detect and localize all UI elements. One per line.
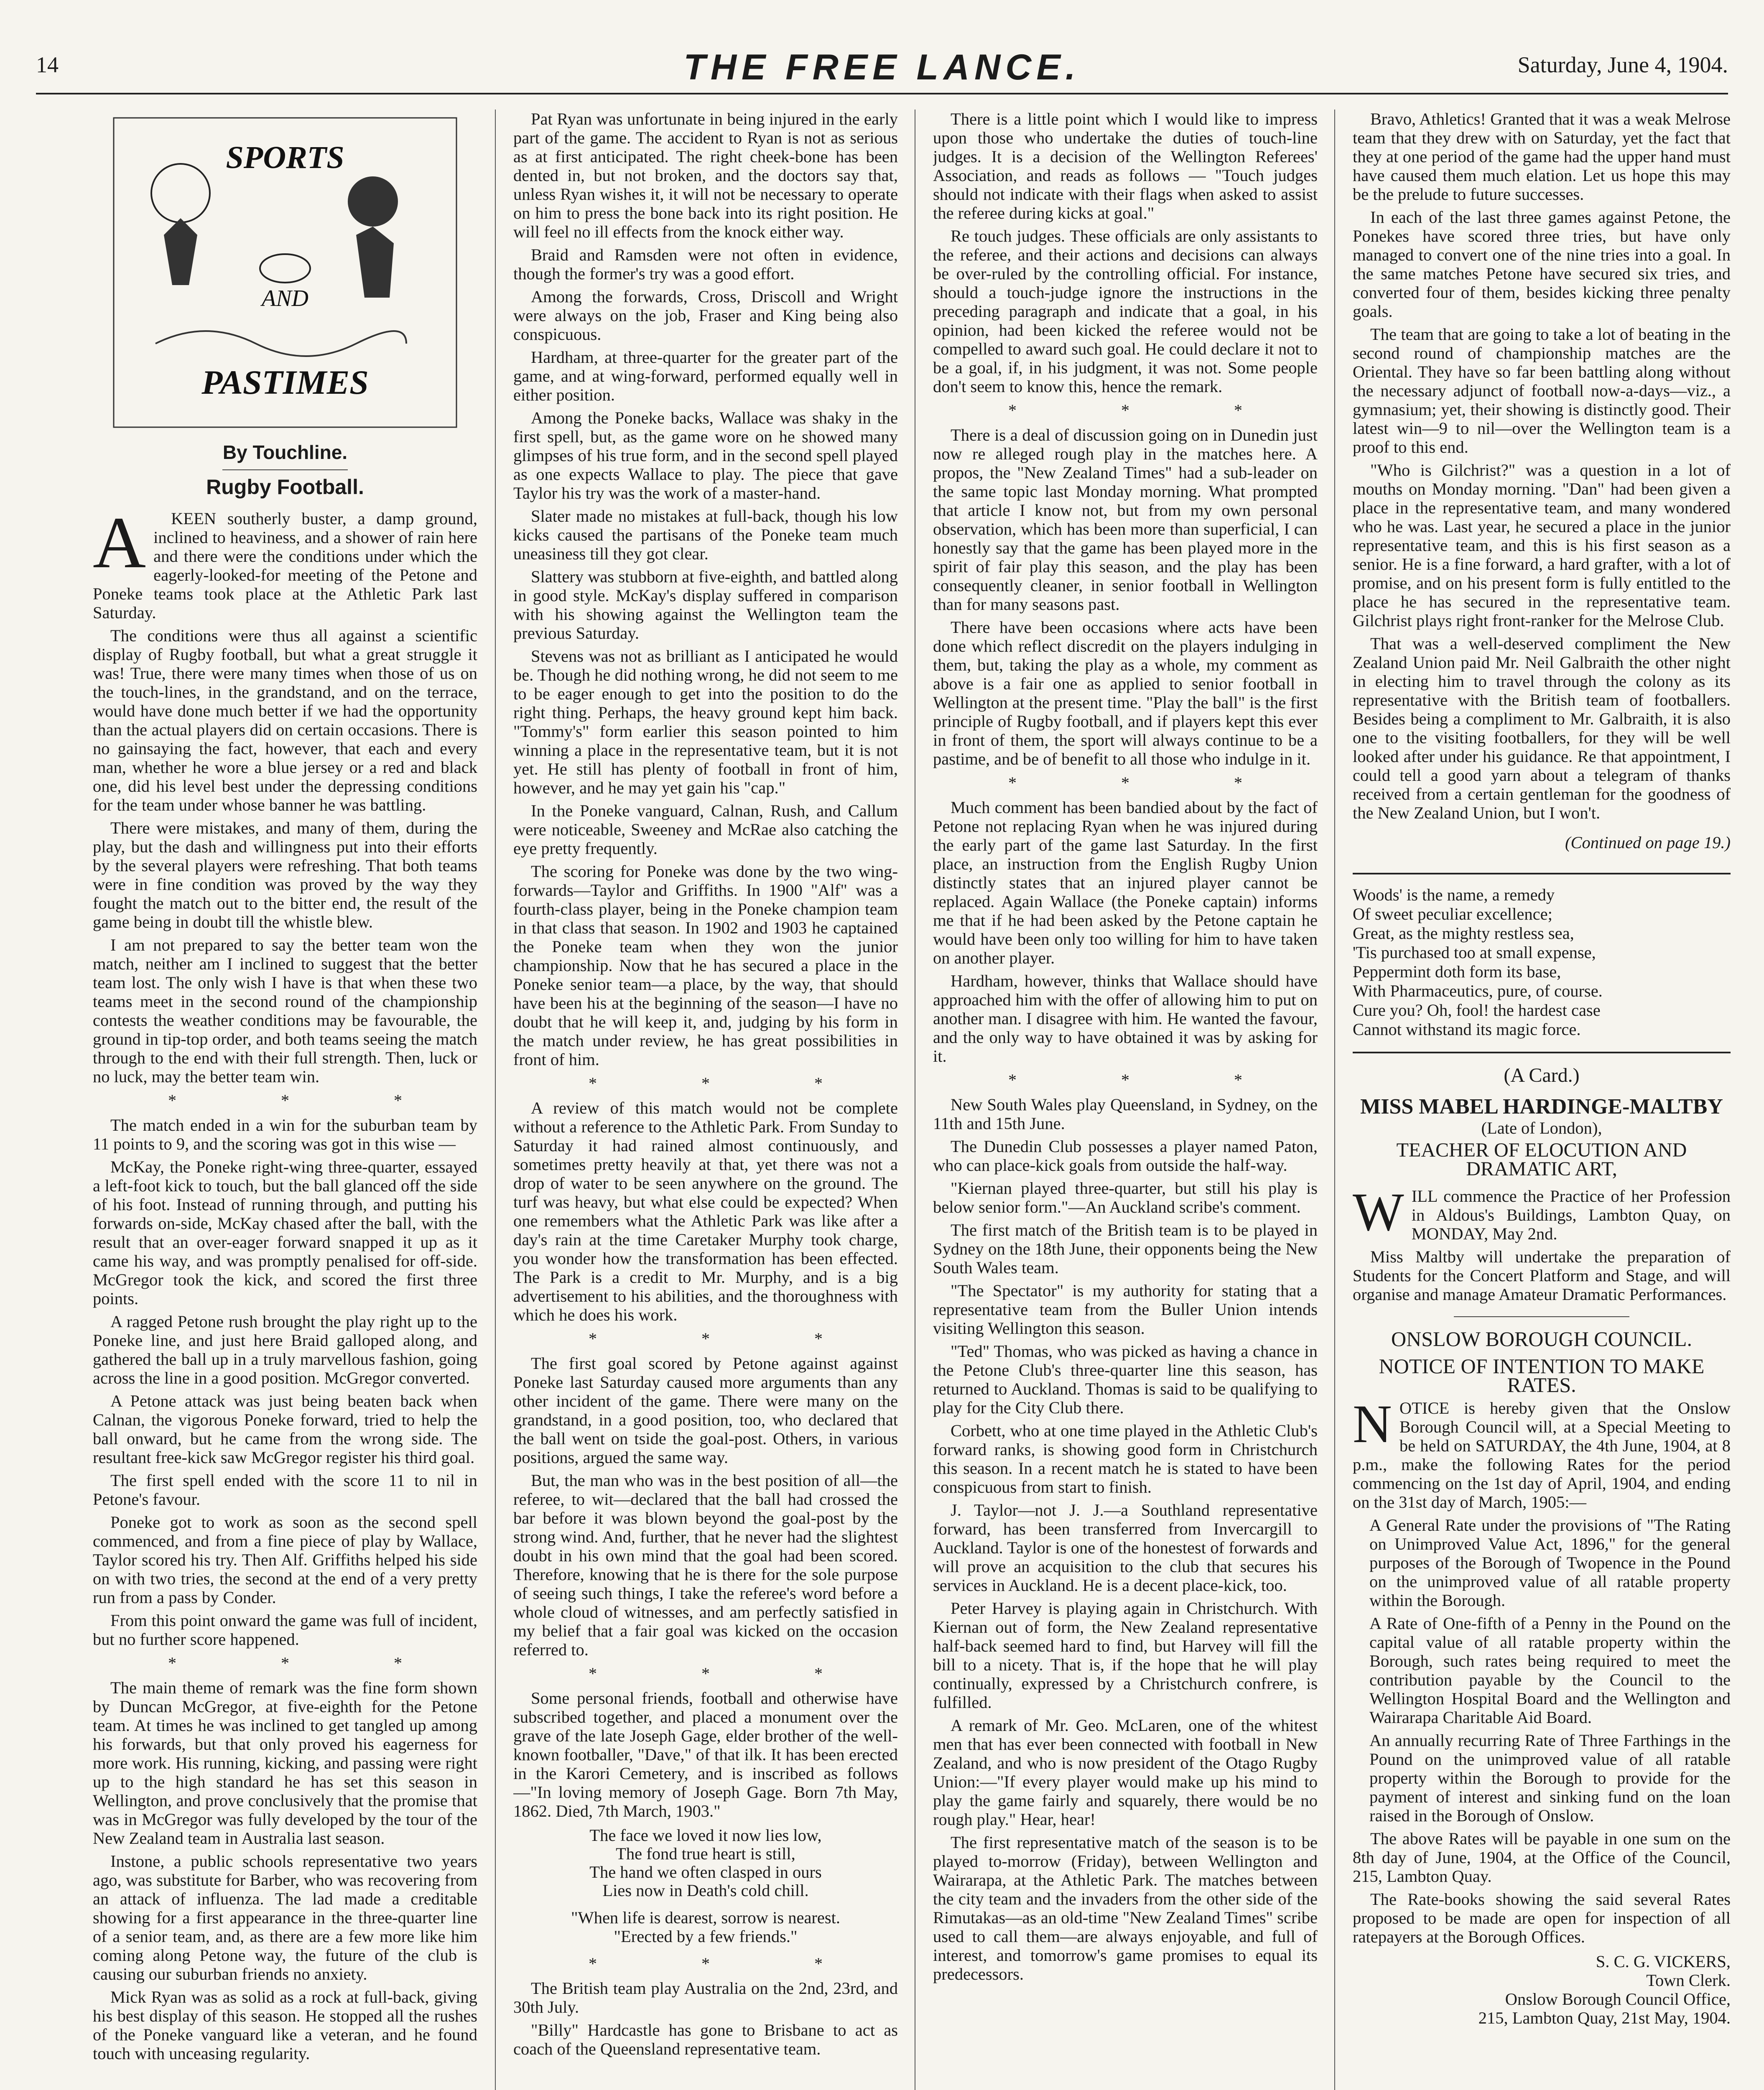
text-line: Cure you? Oh, fool! the hardest case: [1353, 1001, 1601, 1020]
section-stars: * * *: [589, 1329, 873, 1348]
paragraph: "Kiernan played three-quarter, but still his play is below senior form."—An Auckland scribe's comment.: [933, 1179, 1318, 1216]
paragraph: A General Rate under the provisions of "The Rating on Unimproved Value Act, 1896," for the general purposes of the Borough of Twopence in the Pound on the unimproved value of all ratable property within the Borough.: [1369, 1516, 1731, 1610]
text-line: S. C. G. VICKERS,: [1596, 1952, 1731, 1971]
article-body-7: [513, 1689, 898, 1820]
paragraph: A review of this match would not be complete without a reference to the Athletic Park. From Sunday to Saturday it had rained almost continuously, and sometimes pretty heavily at that, yet there was not a drop of water to be seen anywhere on the ground. The turf was heavy, but what else could be expected? When one remembers what the Athletic Park was like after a day's rain at the time Caretaker Murphy took charge, you wonder how the transformation has been effected. The Park is a credit to Mr. Murphy, and is a big advertisement to his abilities, and the thoroughness with which he does his work.: [513, 1099, 898, 1324]
paragraph: I am not prepared to say the better team won the match, neither am I inclined to suggest that the better team lost. The only wish I have is that when these two teams meet in the second round of the championship contests the weather conditions may be favourable, the ground in tip-top order, and both teams seeing the match through to the end with their full strength. Then, luck or no luck, may the better team win.: [93, 935, 477, 1086]
text-line: Woods' is the name, a remedy: [1353, 885, 1555, 904]
paragraph: An annually recurring Rate of Three Farthings in the Pound on the unimproved value of all ratable property within the Borough to provide for the payment of interest and sinking fund on the loan raised in the Borough of Onslow.: [1369, 1731, 1731, 1825]
text-line: 'Tis purchased too at small expense,: [1353, 943, 1596, 962]
paragraph: Hardham, however, thinks that Wallace should have approached him with the offer of allowing him to put on another man. I disagree with him. He wanted the favour, and the only way to have obtained it was by asking for it.: [933, 971, 1318, 1065]
article-body-2: [93, 1116, 477, 1649]
memorial-verse: [513, 1826, 898, 1900]
column-1: [93, 110, 477, 2090]
article-body-11: [933, 798, 1318, 1065]
article-body-10: [933, 426, 1318, 768]
svg-text:AND: AND: [262, 285, 308, 311]
paragraph: Slattery was stubborn at five-eighth, and battled along in good style. McKay's display suffered in comparison with his showing against the Wellington team the previous Saturday.: [513, 567, 898, 642]
article-body-12: [933, 1095, 1318, 1983]
section-stars: * * *: [1008, 1070, 1292, 1089]
section-stars: * * *: [1008, 773, 1292, 792]
column-rule: [1334, 110, 1335, 2090]
paragraph: McKay, the Poneke right-wing three-quarter, essayed a left-foot kick to touch, but the ball glanced off the side of his foot. Instead of running through, and putting his forwards on-side, McKay chased after the ball, with the result that an over-eager forward snapped it up as it came his way, and was promptly penalised for off-side. McGregor took the kick, and scored the first three points.: [93, 1157, 477, 1308]
paragraph: The scoring for Poneke was done by the two wing-forwards—Taylor and Griffiths. In 1900 "Alf" was a fourth-class player, being in the Poneke champion team in that class that season. In 1902 and 1903 he captained the Poneke team when they won the junior championship. Now that he has secured a place in the Poneke senior team—a place, by the way, that should have been his at the beginning of the season—I have no doubt that he will keep it, and, judging by his form in the match under review, he has great possibilities in front of him.: [513, 862, 898, 1069]
paragraph: Braid and Ramsden were not often in evidence, though the former's try was a good effort.: [513, 245, 898, 283]
paragraph: The Dunedin Club possesses a player named Paton, who can place-kick goals from outside the half-way.: [933, 1137, 1318, 1175]
section-stars: * * *: [168, 1091, 452, 1110]
article-body-13: [1353, 110, 1731, 822]
paragraph: In each of the last three games against Petone, the Ponekes have scored three tries, but have only managed to convert one of the nine tries into a goal. In the same matches Petone have secured six tries, and converted four of them, besides kicking three penalty goals.: [1353, 208, 1731, 321]
continued-note: (Continued on page 19.): [1565, 833, 1731, 852]
text-line: The hand we often clasped in ours: [589, 1863, 822, 1881]
column-rule: [495, 110, 496, 2090]
card-origin: (Late of London),: [1481, 1119, 1602, 1137]
paragraph: The British team play Australia on the 2nd, 23rd, and 30th July.: [513, 1979, 898, 2016]
sports-masthead-illustration: [105, 110, 465, 436]
article-body-9: [933, 110, 1318, 396]
page-number: 14: [36, 52, 59, 77]
paragraph: Some personal friends, football and otherwise have subscribed together, and placed a monument over the grave of the late Joseph Gage, elder brother of the well-known footballer, "Dave," of that ilk. It has been erected in the Karori Cemetery, and is inscribed as follows —"In loving memory of Joseph Gage. Born 7th May, 1862. Died, 7th March, 1903.": [513, 1689, 898, 1820]
paragraph: "The Spectator" is my authority for stating that a representative team from the Buller Union intends visiting Wellington this season.: [933, 1281, 1318, 1338]
paragraph: The team that are going to take a lot of beating in the second round of championship matches are the Oriental. They have so far been battling along without the necessary adjunct of football now-a-days—viz., a gymnasium; yet, their showing is distinctly good. Their latest win—9 to nil—over the Wellington team is a proof to this end.: [1353, 325, 1731, 456]
text-line: 215, Lambton Quay, 21st May, 1904.: [1478, 2008, 1731, 2027]
paragraph: KEEN southerly buster, a damp ground, inclined to heaviness, and a shower of rain here and there were the conditions under which the eagerly-looked-for meeting of the Petone and Poneke teams took place at the Athletic Park last Saturday.: [93, 509, 477, 622]
paragraph: The first representative match of the season is to be played to-morrow (Friday), between Wellington and Wairarapa, at the Athletic Park. The matches between the city team and the invaders from the other side of the Rimutakas—as an old-time "New Zealand Times" scribe used to call them—are always enjoyable, and full of interest, and tomorrow's game promises to equal its predecessors.: [933, 1833, 1318, 1983]
paragraph: A ragged Petone rush brought the play right up to the Poneke line, and just here Braid galloped along, and gathered the ball up in a truly marvellous fashion, going across the line in a good position. McGregor converted.: [93, 1312, 477, 1387]
section-stars: * * *: [589, 1074, 873, 1093]
paragraph: Among the Poneke backs, Wallace was shaky in the first spell, but, as the game wore on he showed many glimpses of his true form, and in the second spell played as one expects Wallace to play. The piece that gave Taylor his try was the work of a master-hand.: [513, 408, 898, 502]
paragraph: Among the forwards, Cross, Driscoll and Wright were always on the job, Fraser and King being also conspicuous.: [513, 287, 898, 344]
divider: [1353, 1052, 1731, 1053]
issue-date: Saturday, June 4, 1904.: [1517, 52, 1728, 77]
section-heading: Rugby Football.: [206, 475, 364, 499]
card-name: MISS MABEL HARDINGE-MALTBY: [1360, 1095, 1723, 1119]
woods-peppermint-ad: [1353, 885, 1731, 1039]
paragraph: Mick Ryan was as solid as a rock at full-back, giving his best display of this season. He stopped all the rushes of the Poneke vanguard like a veteran, and he found touch with unceasing regularity.: [93, 1988, 477, 2063]
paragraph: Hardham, at three-quarter for the greater part of the game, and at wing-forward, performed equally well in either position.: [513, 348, 898, 404]
paragraph: There have been occasions where acts have been done which reflect discredit on the players indulging in them, but, taking the play as a whole, my comment as above is a fair one as applied to senior football in Wellington at the present time. "Play the ball" is the first principle of Rugby football, and if players kept this ever in front of them, the sport will always continue to be a pastime, and be of benefit to all those who indulge in it.: [933, 618, 1318, 768]
newspaper-title: THE FREE LANCE.: [683, 47, 1081, 87]
section-stars: * * *: [589, 1664, 873, 1683]
paragraph: The first match of the British team is to be played in Sydney on the 18th June, their opponents being the New South Wales team.: [933, 1221, 1318, 1277]
paragraph: The first goal scored by Petone against against Poneke last Saturday caused more arguments than any other incident of the game. There were many on the grandstand, in a good position, too, who declared that the ball went on tside the goal-post. Others, in various positions, argued the same way.: [513, 1354, 898, 1467]
paragraph: From this point onward the game was full of incident, but no further score happened.: [93, 1611, 477, 1649]
text-line: Town Clerk.: [1646, 1971, 1731, 1990]
paragraph: Much comment has been bandied about by the fact of Petone not replacing Ryan when he was injured during the early part of the game last Saturday. In the first place, an instruction from the English Rugby Union distinctly states that an injured player cannot be replaced. Again Wallace (the Poneke captain) informs me that if he had been asked by the Petone captain he would have been only too willing for him to have taken on another player.: [933, 798, 1318, 967]
text-line: Lies now in Death's cold chill.: [602, 1881, 809, 1900]
paragraph: "Ted" Thomas, who was picked as having a chance in the Petone Club's three-quarter line this season, has returned to Auckland. Thomas is said to be qualifying to play for the City Club there.: [933, 1342, 1318, 1417]
page-header: [36, 47, 1728, 94]
section-stars: * * *: [589, 1954, 873, 1973]
paragraph: Peter Harvey is playing again in Christchurch. With Kiernan out of form, the New Zealand representative half-back seemed hard to find, but Harvey will fill the bill to a nicety. That is, if the hope that he will play continually, expressed by a Christchurch confrere, is fulfilled.: [933, 1599, 1318, 1712]
article-body-8: [513, 1979, 898, 2058]
paragraph: That was a well-deserved compliment the New Zealand Union paid Mr. Neil Galbraith the other night in electing him to travel through the colony as its representative with the British team of footballers. Besides being a compliment to Mr. Galbraith, it is also one to the visiting footballers, for they will be well looked after under his guidance. Re that appointment, I could tell a good yarn about a telegram of thanks received from a certain gentleman for the goodness of the New Zealand Union, but I won't.: [1353, 634, 1731, 822]
text-line: Peppermint doth form its base,: [1353, 962, 1561, 981]
text-line: With Pharmaceutics, pure, of course.: [1353, 981, 1603, 1000]
paragraph: Poneke got to work as soon as the second spell commenced, and from a fine piece of play by Wallace, Taylor scored his try. Then Alf. Griffiths helped his side on with two tries, the second at the end of a very pretty run from a pass by Conder.: [93, 1513, 477, 1607]
section-stars: * * *: [168, 1654, 452, 1672]
svg-text:PASTIMES: PASTIMES: [201, 363, 369, 401]
article-body-1: [93, 502, 477, 1086]
paragraph: The first spell ended with the score 11 to nil in Petone's favour.: [93, 1471, 477, 1509]
paragraph: Pat Ryan was unfortunate in being injured in the early part of the game. The accident to Ryan is not as serious as at first anticipated. The right cheek-bone has been dented in, but not broken, and the doctors say that, unless Ryan wishes it, it will not be necessary to operate on him to press the bone back into its right position. He will feel no ill effects from the knock either way.: [513, 110, 898, 241]
article-body-6: [513, 1354, 898, 1659]
section-stars: * * *: [1008, 401, 1292, 420]
notice-items: [1353, 1516, 1731, 1825]
paragraph: A Petone attack was just being beaten back when Calnan, the vigorous Poneke forward, tried to help the ball onward, but he came from the wrong side. The resultant free-kick saw McGregor register his third goal.: [93, 1392, 477, 1467]
text-line: Of sweet peculiar excellence;: [1353, 905, 1552, 923]
column-4: [1353, 110, 1731, 2090]
paragraph: Bravo, Athletics! Granted that it was a weak Melrose team that they drew with on Saturday, yet the fact that they at one period of the game had the upper hand must have caused them much elation. Let us hope this may be the prelude to future successes.: [1353, 110, 1731, 204]
notice-outro: [1353, 1829, 1731, 1946]
paragraph: But, the man who was in the best position of all—the referee, to wit—declared that the ball had crossed the bar before it was blown beyond the goal-post by the strong wind. And, further, that he never had the slightest doubt in his own mind that the goal had been scored. Therefore, knowing that he is there for the sole purpose of seeing such things, I take the referee's word before a whole cloud of witnesses, and am perfectly satisfied in my belief that a fair goal was kicked on the occasion referred to.: [513, 1471, 898, 1659]
card-label: (A Card.): [1504, 1064, 1580, 1086]
drop-cap: A: [93, 502, 146, 584]
paragraph: A Rate of One-fifth of a Penny in the Pound on the capital value of all ratable property within the Borough, such rates being required to meet the contribution payable by the Council to the Wellington Hospital Board and the Wellington and Wairarapa Charitable Aid Board.: [1369, 1614, 1731, 1727]
memorial-quote: [513, 1908, 898, 1946]
paragraph: "Who is Gilchrist?" was a question in a lot of mouths on Monday morning. "Dan" had been given a place in the representative team, and many wondered who he was. Last year, he secured a place in the junior representative team, and this is his first season as a senior. He is a fine forward, a hard grafter, with a lot of promise, and on his present form is fully entitled to the place he has secured in the representative team. Gilchrist plays right front-ranker for the Melrose Club.: [1353, 461, 1731, 630]
notice-intro: OTICE is hereby given that the Onslow Borough Council will, at a Special Meeting to be held on SATURDAY, the 4th June, 1904, at 8 p.m., make the following Rates for the period commencing on the 1st day of April, 1904, and ending on the 31st day of March, 1905:—: [1353, 1399, 1731, 1511]
divider: [1353, 873, 1731, 874]
article-body-4: [513, 110, 898, 1069]
paragraph: Instone, a public schools representative two years ago, was substitute for Barber, who was recovering from an attack of influenza. The lad made a creditable showing for a first appearance in the three-quarter line of a senior team, and, as there are a few more like him coming along Petone way, the future of the club is causing our suburban friends no anxiety.: [93, 1852, 477, 1983]
notice-heading: ONSLOW BOROUGH COUNCIL.: [1391, 1327, 1692, 1351]
paragraph: Corbett, who at one time played in the Athletic Club's forward ranks, is showing good form in Christchurch this season. In a recent match he is stated to have been conspicuous from start to finish.: [933, 1421, 1318, 1496]
byline: By Touchline.: [222, 441, 348, 463]
paragraph: "Billy" Hardcastle has gone to Brisbane to act as coach of the Queensland representative team.: [513, 2021, 898, 2058]
paragraph: Re touch judges. These officials are only assistants to the referee, and their actions and decisions can always be over-ruled by the controlling official. For instance, should a touch-judge ignore the instructions in the preceding paragraph and indicate that a goal, in his opinion, had been kicked the referee would not be compelled to award such goal. He could declare it not to be a goal, if, in his judgment, it was not. Some people don't seem to know this, hence the remark.: [933, 227, 1318, 396]
paragraph: A remark of Mr. Geo. McLaren, one of the whitest men that has ever been connected with football in New Zealand, and who is now president of the Otago Rugby Union:—"If every player would make up his mind to play the game fairly and squarely, there would be no rough play." Hear, hear!: [933, 1716, 1318, 1829]
paragraph: The Rate-books showing the said several Rates proposed to be made are open for inspection of all ratepayers at the Borough Offices.: [1353, 1890, 1731, 1946]
column-3: [933, 110, 1318, 2090]
drop-cap: W: [1353, 1182, 1404, 1242]
drop-cap: N: [1353, 1394, 1392, 1454]
paragraph: J. Taylor—not J. J.—a Southland representative forward, has been transferred from Invercargill to Auckland. Taylor is one of the honestest of forwards and will prove an acquisition to the club that secures his services in Auckland. He is a decent place-kick, too.: [933, 1501, 1318, 1595]
notice-signature: [1353, 1952, 1731, 2027]
article-body-3: [93, 1678, 477, 2063]
divider: [222, 469, 348, 470]
text-line: "Erected by a few friends.": [614, 1927, 798, 1946]
paragraph: The above Rates will be payable in one sum on the 8th day of June, 1904, at the Office of the Council, 215, Lambton Quay.: [1353, 1829, 1731, 1886]
divider: [1454, 1316, 1629, 1317]
card-body: ILL commence the Practice of her Profession in Aldous's Buildings, Lambton Quay, on MONDAY, May 2nd.: [1411, 1187, 1731, 1243]
paragraph: New South Wales play Queensland, in Sydney, on the 11th and 15th June.: [933, 1095, 1318, 1133]
paragraph: Slater made no mistakes at full-back, though his low kicks caused the partisans of the Poneke team much uneasiness till they got clear.: [513, 507, 898, 563]
paragraph: In the Poneke vanguard, Calnan, Rush, and Callum were noticeable, Sweeney and McRae also catching the eye pretty frequently.: [513, 801, 898, 858]
notice-subheading: NOTICE OF INTENTION TO MAKE RATES.: [1379, 1354, 1705, 1397]
card-body-2: Miss Maltby will undertake the preparation of Students for the Concert Platform and Stage, and will organise and manage Amateur Dramatic Performances.: [1353, 1247, 1731, 1304]
text-line: Onslow Borough Council Office,: [1505, 1990, 1731, 2008]
card-title: TEACHER OF ELOCUTION AND DRAMATIC ART,: [1396, 1139, 1687, 1180]
svg-text:SPORTS: SPORTS: [226, 140, 344, 175]
paragraph: The match ended in a win for the suburban team by 11 points to 9, and the scoring was got in this wise —: [93, 1116, 477, 1153]
text-line: Cannot withstand its magic force.: [1353, 1020, 1581, 1039]
paragraph: There is a deal of discussion going on in Dunedin just now re alleged rough play in the matches here. A propos, the "New Zealand Times" had a sub-leader on the same topic last Monday morning. What prompted that article I know not, but from my own personal observation, which has been more than superficial, I can honestly say that the game has been played more in the spirit of fair play this season, and the play has been consequently cleaner, in senior football in Wellington than for many seasons past.: [933, 426, 1318, 614]
text-line: The face we loved it now lies low,: [589, 1826, 822, 1845]
paragraph: There were mistakes, and many of them, during the play, but the dash and willingness put into their efforts by the several players were refreshing. That both teams were in fine condition was proved by the way they fought the match out to the bitter end, the result of the game being in doubt till the whistle blew.: [93, 818, 477, 931]
column-2: [513, 110, 898, 2090]
paragraph: There is a little point which I would like to impress upon those who undertake the duties of touch-line judges. It is a decision of the Wellington Referees' Association, and reads as follows — "Touch judges should not indicate with their flags when asked to assist the referee during kicks at goal.": [933, 110, 1318, 222]
text-line: "When life is dearest, sorrow is nearest.: [571, 1908, 841, 1927]
text-line: Great, as the mighty restless sea,: [1353, 924, 1574, 943]
article-body-5: [513, 1099, 898, 1324]
paragraph: The main theme of remark was the fine form shown by Duncan McGregor, at five-eighth for the Petone team. At times he was inclined to get tangled up among his forwards, but that only proved his eagerness for more work. His running, kicking, and passing were right up to the high standard he has set this season in Wellington, and prove conclusively that the promise that was in McGregor was fully developed by the tour of the New Zealand team in Australia last season.: [93, 1678, 477, 1848]
paragraph: The conditions were thus all against a scientific display of Rugby football, but what a great struggle it was! True, there were many times when those of us on the touch-lines, in the grandstand, and on the terrace, would have done much better if we had the opportunity than the actual players did on certain occasions. There is no gainsaying the fact, however, that each and every man, whether he wore a blue jersey or a red and black one, did his level best under the depressing conditions for the team under whose banner he was battling.: [93, 626, 477, 814]
text-line: The fond true heart is still,: [616, 1844, 795, 1863]
paragraph: Stevens was not as brilliant as I anticipated he would be. Though he did nothing wrong, he did not seem to me to be eager enough to get into the position to do the right thing. Perhaps, the heavy ground kept him back. "Tommy's" form earlier this season pointed to him winning a place in the representative team, but it is not yet. He still has plenty of football in front of him, however, and he may yet gain his "cap.": [513, 647, 898, 797]
